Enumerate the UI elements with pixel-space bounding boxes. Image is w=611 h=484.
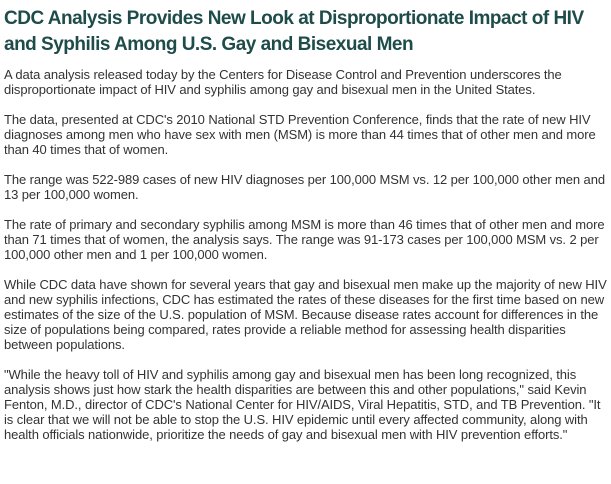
article-paragraph-hiv-range: The range was 522-989 cases of new HIV diagnoses per 100,000 MSM vs. 12 per 100,000 other men and 13 per 100,000 women. (4, 172, 605, 202)
article-paragraph-syphilis-rates: The rate of primary and secondary syphilis among MSM is more than 46 times that of other men and more than 71 times that of women, the analysis says. The range was 91-173 cases per 100,000 MSM vs. 2 per 100,000 other men and 1 per 100,000 women. (4, 217, 605, 262)
article (4, 6, 607, 442)
page-title: CDC Analysis Provides New Look at Disproportionate Impact of HIV and Syphilis Among U.S. Gay and Bisexual Men (4, 8, 584, 55)
article-paragraph-methodology: While CDC data have shown for several years that gay and bisexual men make up the majority of new HIV and new syphilis infections, CDC has estimated the rates of these diseases for the first time based on new estimates of the size of the U.S. population of MSM. Because disease rates account for differences in the size of populations being compared, rates provide a reliable method for assessing health disparities between populations. (4, 277, 607, 352)
article-paragraph-intro: A data analysis released today by the Centers for Disease Control and Prevention underscores the disproportionate impact of HIV and syphilis among gay and bisexual men in the United States. (4, 67, 562, 97)
article-paragraph-quote: "While the heavy toll of HIV and syphilis among gay and bisexual men has been long recognized, this analysis shows just how stark the health disparities are between this and other populations," said Kevin Fenton, M.D., director of CDC's National Center for HIV/AIDS, Viral Hepatitis, STD, and TB Prevention. "It is clear that we will not be able to stop the U.S. HIV epidemic until every affected community, along with health officials nationwide, prioritize the needs of gay and bisexual men with HIV prevention efforts." (4, 367, 601, 442)
article-paragraph-hiv-rates: The data, presented at CDC's 2010 National STD Prevention Conference, finds that the rate of new HIV diagnoses among men who have sex with men (MSM) is more than 44 times that of other men and more than 40 times that of women. (4, 112, 596, 157)
